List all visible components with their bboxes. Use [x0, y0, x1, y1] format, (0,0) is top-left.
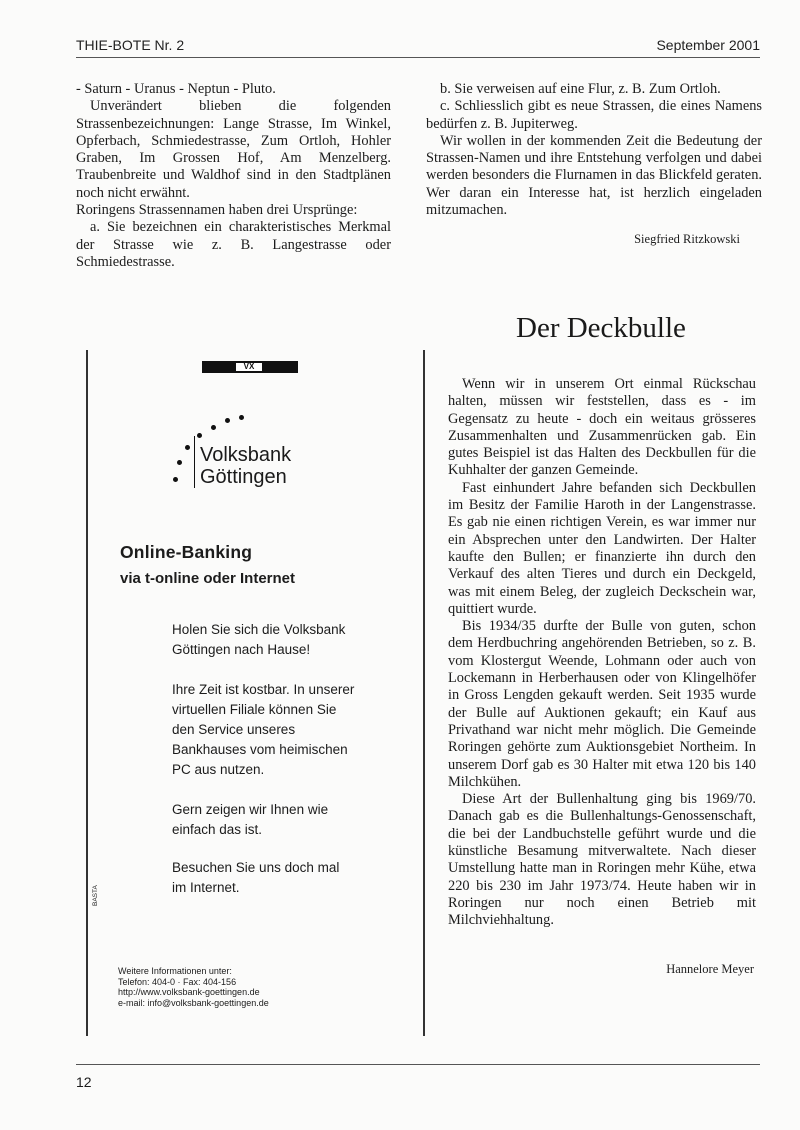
volksbank-logo-bar [202, 361, 298, 373]
article-paragraph-1: Wenn wir in unserem Ort einmal Rückschau halten, müssen wir feststellen, dass es - im Gegensatz zu heute - doch ein weitaus grösseres Zusammenhalten und Zusammenrücken gab. Ein gutes Beispiel ist das Halten des Deckbullen für die Kuhhalter der ganzen Gemeinde. [448, 376, 756, 479]
left-column [76, 81, 391, 271]
article-signature: Hannelore Meyer [666, 962, 754, 976]
left-paragraph-1: - Saturn - Uranus - Neptun - Pluto. [76, 81, 276, 97]
ad-text-1: Holen Sie sich die Volksbank Göttingen nach Hause! [172, 622, 346, 657]
ad-email-link[interactable]: e-mail: info@volksbank-goettingen.de [118, 997, 269, 1008]
right-paragraph-1: b. Sie verweisen auf eine Flur, z. B. Zum Ortloh. [440, 81, 721, 97]
ad-subheadline: via t-online oder Internet [120, 570, 296, 587]
page-number: 12 [76, 1074, 92, 1090]
ad-agency-credit: BASTA [92, 885, 99, 906]
brand-line-2: Göttingen [200, 466, 287, 488]
article-paragraph-2: Fast einhundert Jahre befanden sich Deckbullen im Besitz der Familie Haroth in der Langenstrasse. Es gab nie einen richtigen Verein, es war immer nur ein Absprechen unter den Landwirten. Der Halter kaufte den Bullen; er finanzierte ihn durch den Verkauf des alten Tieres und durch ein Deckgeld, was mit einem Beleg, der zugleich Deckschein war, quittiert wurde. [448, 479, 756, 617]
logo-dot [173, 477, 178, 482]
left-paragraph-2: Unverändert blieben die folgenden Strassenbezeichnungen: Lange Strasse, Im Winkel, Opferbach, Schmiedestrasse, Zum Ortloh, Hohler Graben, Im Grossen Hof, Am Menzelberg. Traubenbreite und Waldhof sind in den Stadtplänen noch nicht erwähnt. [76, 98, 391, 201]
logo-dot [239, 415, 244, 420]
right-signature: Siegfried Ritzkowski [634, 232, 740, 246]
ad-text-3: Gern zeigen wir Ihnen wie einfach das ist. [172, 802, 329, 837]
header-left: THIE-BOTE Nr. 2 [76, 37, 185, 53]
right-paragraph-2: c. Schliesslich gibt es neue Strassen, die eines Namens bedürfen z. B. Jupiterweg. [426, 98, 762, 132]
left-paragraph-3: Roringens Strassennamen haben drei Ursprünge: [76, 202, 358, 219]
right-column [426, 81, 762, 219]
right-paragraph-3: Wir wollen in der kommenden Zeit die Bedeutung der Strassen-Namen und ihre Entstehung verfolgen und dabei werden besonders die Flurnamen in das Blickfeld geraten. Wer daran ein Interesse hat, ist herzlich eingeladen mitzumachen. [426, 132, 762, 219]
ad-headline: Online-Banking [120, 542, 253, 562]
article-paragraph-4: Diese Art der Bullenhaltung ging bis 1969/70. Danach gab es die Bullenhaltungs-Genossenschaft, die bei der Landbuchstelle geführt wurde und die künstliche Besamung mitverwaltete. Nach dieser Umstellung hatte man in Roringen mehr Kühe, etwa 220 bis 230 im Jahr 1973/74. Heute haben wir in Roringen nur noch einen Betrieb mit Milchviehhaltung. [448, 791, 756, 929]
logo-dot [211, 425, 216, 430]
ad-text-4: Besuchen Sie uns doch mal im Internet. [172, 860, 340, 895]
ad-text-2: Ihre Zeit ist kostbar. In unserer virtuellen Filiale können Sie den Service unseres Bankhauses vom heimischen PC aus nutzen. [172, 682, 355, 777]
logo-dot [197, 433, 202, 438]
logo-dot [177, 460, 182, 465]
logo-separator [194, 436, 195, 488]
header-rule [76, 57, 760, 58]
header-right: September 2001 [656, 37, 760, 53]
ad-website-link[interactable]: http://www.volksbank-goettingen.de [118, 987, 260, 997]
article-title: Der Deckbulle [516, 312, 686, 344]
left-paragraph-4: a. Sie bezeichnen ein charakteristisches Merkmal der Strasse wie z. B. Langestrasse oder Schmiedestrasse. [76, 219, 391, 270]
ad-info-line: Weitere Informationen unter: [118, 966, 232, 976]
logo-dot [185, 445, 190, 450]
ad-border-right [423, 350, 425, 1036]
footer-rule [76, 1064, 760, 1065]
article-body [448, 376, 756, 930]
volksbank-logo-mark: VX [236, 363, 262, 371]
brand-line-1: Volksbank [200, 444, 292, 466]
logo-dot [225, 418, 230, 423]
ad-contact-info [118, 966, 269, 1008]
ad-border-left [86, 350, 88, 1036]
ad-phone-fax: Telefon: 404-0 · Fax: 404-156 [118, 976, 237, 987]
volksbank-advertisement [92, 348, 418, 1038]
article-paragraph-3: Bis 1934/35 durfte der Bulle von guten, schon dem Herdbuchring angehörenden Betrieben, so z. B. vom Klostergut Weende, Lohmann oder auch von Lockemann in Herberhausen oder von Klingelhöfer in Gross Lengden gekauft werden. Seit 1935 wurde der Bulle auf Auktionen gekauft; ein Kauf aus Privathand war nicht mehr möglich. Die Gemeinde Roringen gehörte zum Auktionsgebiet Northeim. In unserem Dorf gab es 30 Halter mit etwa 120 bis 140 Milchkühen. [448, 618, 756, 790]
